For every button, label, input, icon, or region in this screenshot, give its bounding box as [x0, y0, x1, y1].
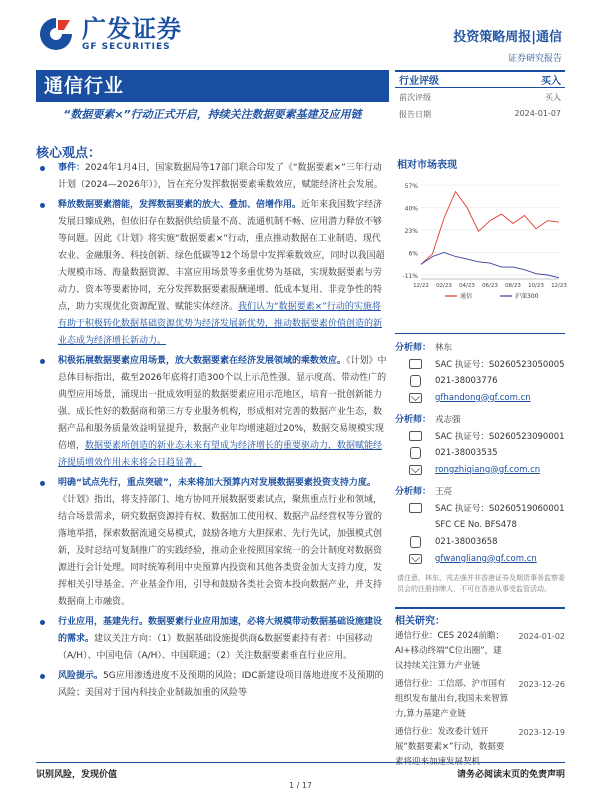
analyst-email[interactable]: gfhandong@gf.com.cn	[435, 392, 531, 403]
prev-rating-label: 前次评级	[399, 93, 431, 102]
y-tick-label: 6%	[408, 250, 418, 258]
gf-logo	[36, 14, 182, 54]
report-header	[0, 0, 600, 72]
rating-label: 行业评级	[399, 76, 439, 87]
analyst-phone: 021-38003658	[435, 536, 498, 547]
analyst-role: 分析师：	[395, 415, 432, 425]
bullet-underlined: 数据要素所创造的新业态未来有望成为经济增长的重要驱动力，数据赋能经济提质增效作用未来将会日趋显著。	[58, 441, 383, 468]
market-chart-svg	[395, 179, 565, 301]
analyst-license: SAC 执证号：S0260523090001	[435, 431, 565, 442]
analyst-license: SAC 执证号：S0260519060001	[435, 503, 565, 514]
legend-label: 通信	[460, 293, 473, 300]
x-tick-label: 10/23	[528, 283, 544, 289]
license-icon	[409, 359, 422, 369]
x-tick-label: 12/23	[551, 283, 567, 289]
x-tick-label: 04/23	[459, 283, 475, 289]
y-tick-label: 57%	[404, 183, 418, 190]
bullet-lead: 明确“试点先行，重点突破”，未来将加大预算内对发展数据要素投资支持力度。	[58, 478, 376, 488]
bullet-text: 5G应用渗透进度不及预期的风险；IDC新建设项目落地进度不及预期的风险；美国对于国内科技企业制裁加重的风险等	[58, 671, 384, 698]
page-subtitle: “数据要素×”行动正式开启，持续关注数据要素基建及应用链	[63, 108, 362, 121]
logo-cn: 广发证券	[82, 15, 182, 43]
analyst-license: SAC 执证号：S0260523050005	[435, 359, 565, 370]
analyst-license-sfc: SFC CE No. BFS478	[435, 519, 517, 530]
y-tick-label: -11%	[402, 273, 418, 281]
x-tick-label: 06/23	[482, 283, 498, 289]
email-icon	[409, 393, 422, 403]
prev-rating-row	[395, 88, 565, 105]
y-tick-label: 23%	[404, 228, 418, 236]
analyst-phone: 021-38003776	[435, 375, 498, 386]
bullet-dot-icon	[40, 481, 45, 486]
bullet-lead: 积极拓展数据要素应用场景，放大数据要素在经济发展领域的乘数效应。	[58, 356, 347, 366]
series-line-1	[421, 253, 559, 278]
bullet-release-potential	[36, 197, 389, 350]
analyst-email[interactable]: gfwangliang@gf.com.cn	[435, 553, 537, 564]
bullet-lead: 事件：	[58, 163, 86, 173]
bullet-event	[36, 160, 389, 194]
related-item-date: 2024-01-02	[518, 632, 565, 641]
bullet-scenarios	[36, 353, 389, 472]
bullet-dot-icon	[40, 674, 45, 679]
related-item-date: 2023-12-26	[518, 680, 565, 689]
bullet-lead: 行业应用，基建先行。数据要素行业应用加速，必将大规模带动数据基础设施建设的需求。	[58, 617, 383, 644]
report-subtype: 证券研究报告	[507, 54, 562, 64]
analyst-email[interactable]: rongzhiqiang@gf.com.cn	[435, 464, 541, 475]
footer-slogan: 识别风险，发现价值	[36, 770, 118, 780]
prev-rating-value: 买入	[545, 93, 561, 102]
analyst-phone: 021-38003535	[435, 447, 498, 458]
related-item-text[interactable]: 通信行业：发改委计划开展“数据要素×”行动，数据要素将迎来加速发展契机	[395, 727, 505, 767]
page-number: 1 / 17	[288, 781, 313, 790]
bullet-dot-icon	[40, 203, 45, 208]
report-type: 投资策略周报|通信	[453, 30, 562, 45]
bullet-text: 《计划》指出，将支持部门、地方协同开展数据要素试点，聚焦重点行业和领域，结合场景需求，研究数据资源持有权、数据加工使用权、数据产品经营权等分置的落地举措，探索数据流通交易模式，鼓励各地方大胆探索、先行先试，加强模式创新，及时总结可复制推广的实践经验，推动企业按照国家统一的会计制度对数据资源进行会计处理。同时统筹利用中央预算内投资和其他各类资金加大支持力度，发挥相关引导基金、产业基金作用，引导和鼓励各类社会资本投向数据产业，并支持数据商上市融资。	[58, 495, 383, 607]
related-item-date: 2023-12-19	[518, 728, 565, 737]
email-icon	[409, 554, 422, 564]
related-item-text[interactable]: 通信行业：CES 2024前瞻：AI+移动终端“C位出圈”，建议持续关注算力产业链	[395, 631, 505, 671]
bullet-lead: 风险提示。	[58, 671, 104, 681]
x-tick-label: 12/22	[413, 283, 429, 289]
bullet-pilot	[36, 475, 389, 611]
logo-en: GF SECURITIES	[82, 42, 171, 52]
phone-icon	[410, 447, 421, 459]
report-date-row	[395, 105, 565, 122]
footer-disclaimer: 请务必阅读末页的免责声明	[456, 770, 565, 780]
report-date-value: 2024-01-07	[514, 109, 561, 118]
x-tick-label: 02/23	[436, 283, 452, 289]
gf-logo-icon	[36, 14, 76, 54]
bullet-risk	[36, 668, 389, 702]
analyst-role: 分析师：	[395, 487, 432, 497]
title-banner	[36, 70, 389, 102]
bullet-dot-icon	[40, 166, 45, 171]
legend-label: 沪深300	[515, 293, 539, 300]
analysts	[395, 333, 565, 567]
bullet-dot-icon	[40, 359, 45, 364]
bullet-lead: 释放数据要素潜能，发挥数据要素的放大、叠加、倍增作用。	[58, 200, 302, 210]
report-date-label: 报告日期	[399, 110, 431, 119]
related-item[interactable]	[395, 677, 565, 722]
license-note: 请注意，林东、戎志强并非香港证券及期货事务监察委员会的注册持牌人，不可在香港从事受监管活动。	[397, 574, 565, 593]
rating-bar	[395, 70, 565, 88]
page-title: 通信行业	[44, 75, 125, 97]
market-chart	[395, 179, 565, 301]
rating-value: 买入	[541, 76, 561, 87]
email-icon	[409, 465, 422, 475]
analyst-name: 戎志强	[435, 414, 461, 425]
sidebar	[395, 70, 565, 773]
analyst-name: 林东	[435, 342, 453, 353]
phone-icon	[410, 536, 421, 548]
phone-icon	[410, 375, 421, 387]
core-views	[36, 160, 389, 705]
related-item[interactable]	[395, 629, 565, 674]
page-footer	[36, 762, 565, 792]
y-tick-label: 40%	[404, 205, 418, 213]
analyst-role: 分析师：	[395, 343, 432, 353]
market-performance-title: 相对市场表现	[397, 160, 457, 171]
bullet-text: 近年来我国数字经济发展日臻成熟，但依旧存在数据供给质量不高、流通机制不畅、应用潜力释放不够等问题。因此《计划》将实施“数据要素×”行动，重点推动数据在工业制造、现代农业、金融服务、科技创新、绿色低碳等12个场景中发挥乘数效应，同时以我国超大规模市场、海量数据资源、丰富应用场景等多重优势为基础，实现数据要素与劳动力、资本等要素协同，充分发挥数据要素报酬递增、低成本复用、非竞争性的特点，助力实现优化资源配置、赋能实体经济。	[58, 200, 385, 312]
related-title: 相关研究：	[395, 616, 445, 627]
related-research	[395, 607, 565, 770]
bullet-text: 建议关注方向：（1）数据基础设施提供商&数据要素持有者：中国移动（A/H）、中国电信（A/H）、中国联通；（2）关注数据要素垂直行业应用。	[58, 634, 373, 661]
x-tick-label: 08/23	[505, 283, 521, 289]
bullet-text: 2024年1月4日，国家数据局等17部门联合印发了《“数据要素×”三年行动计划（2024—2026年）》，旨在充分发挥数据要素乘数效应，赋能经济社会发展。	[58, 163, 383, 190]
section-title: 核心观点：	[36, 146, 102, 161]
bullet-dot-icon	[40, 620, 45, 625]
license-icon	[409, 503, 422, 513]
bullet-underlined: 我们认为“数据要素×”行动的实施将有助于积极转化数据基础资源优势为经济发展新优势，推动数据要素价值创造的新业态成为经济增长新动力。	[58, 302, 383, 346]
bullet-text: 《计划》中总体目标指出，截至2026年底将打造300个以上示范性强、显示度高、带动性广的典型应用场景，涌现出一批成效明显的数据要素应用示范地区，培育一批创新能力强、成长性好的数据商和第三方专业服务机构，形成相对完善的数据产业生态，数据产品和服务质量效益明显提升，数据产业年均增速超过20%，数据交易规模实现倍增，	[58, 356, 387, 451]
license-icon	[409, 431, 422, 441]
analyst-name: 王亮	[435, 486, 453, 497]
related-item-text[interactable]: 通信行业：工信部、沪市国有组织发布量出台,我国未来智算力,算力基建产业链	[395, 679, 509, 719]
bullet-infrastructure	[36, 614, 389, 665]
